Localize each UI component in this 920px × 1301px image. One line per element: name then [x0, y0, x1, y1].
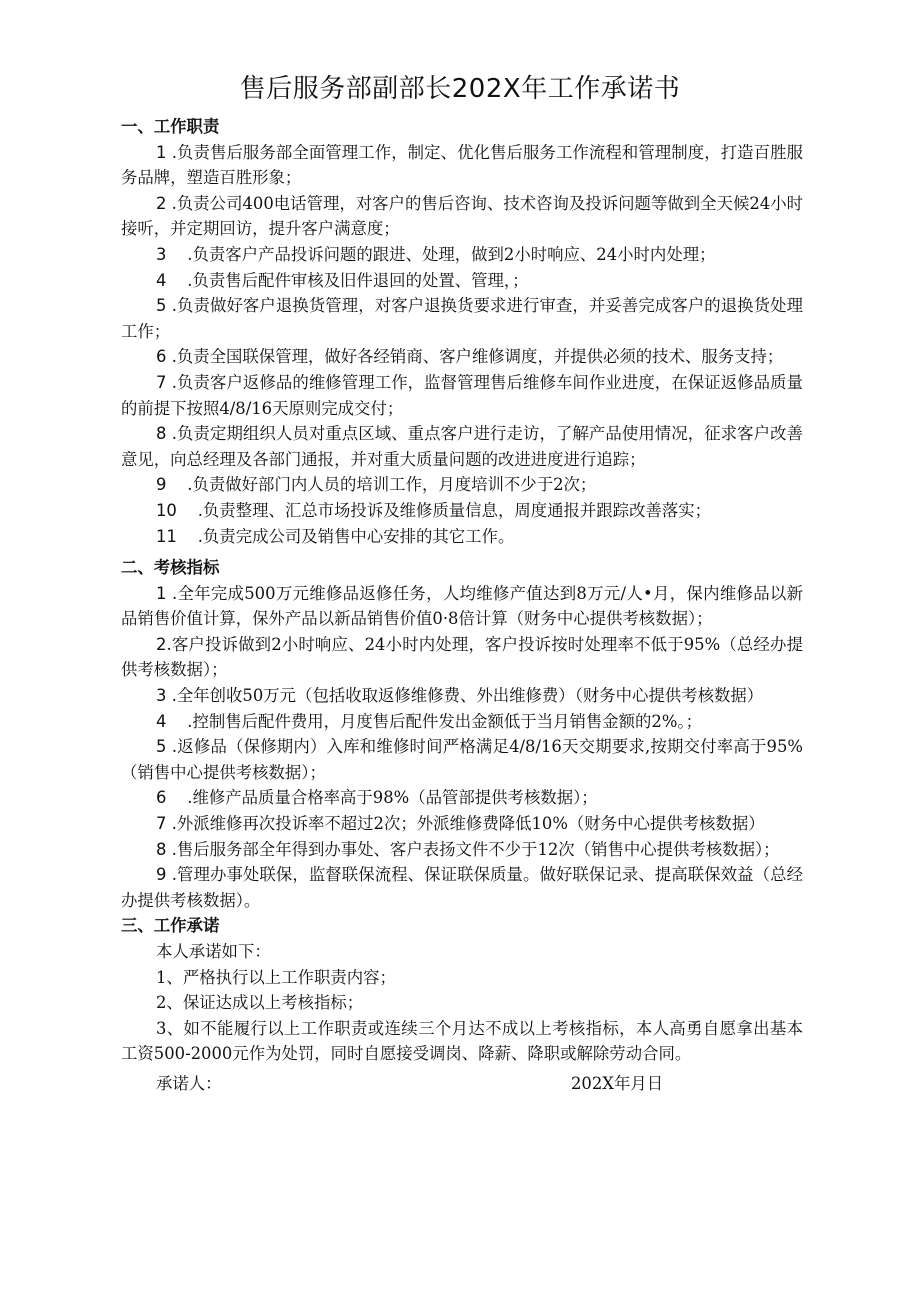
item-text: .客户投诉做到2小时响应、24小时内处理，客户投诉按时处理率不低于95%（总经办提供考核数据）； [121, 634, 803, 680]
kpi-item [121, 862, 803, 913]
item-text: .管理办事处联保，监督联保流程、保证联保质量。做好联保记录、提高联保效益（总经办提供考核数据）。 [121, 865, 803, 910]
kpi-item [121, 581, 803, 632]
item-text: .维修产品质量合格率高于98%（品管部提供考核数据）； [166, 788, 598, 808]
duty-item [121, 344, 803, 370]
item-text: .负责整理、汇总市场投诉及维修质量信息，周度通报并跟踪改善落实； [176, 500, 712, 520]
item-number: 8 [156, 424, 167, 444]
item-text: .售后服务部全年得到办事处、客户表扬文件不少于12次（销售中心提供考核数据）； [166, 839, 780, 859]
duty-item [121, 472, 803, 498]
document-title: 售后服务部副部长202X年工作承诺书 [239, 74, 681, 104]
item-text: 2、保证达成以上考核指标； [156, 993, 364, 1013]
commitment-item [121, 939, 803, 965]
item-number: 5 [156, 296, 167, 316]
duty-item [121, 268, 803, 294]
item-text: .负责做好部门内人员的培训工作，月度培训不少于2次； [166, 475, 597, 495]
signature-row [121, 1071, 803, 1097]
item-number: 4 [156, 270, 167, 290]
item-text: 1、严格执行以上工作职责内容； [156, 967, 396, 987]
item-text: .外派维修再次投诉率不超过2次；外派维修费降低10%（财务中心提供考核数据） [166, 814, 765, 834]
date-label: 202X年月日 [571, 1073, 664, 1093]
item-text: .负责售后配件审核及旧件退回的处置、管理，； [166, 270, 529, 290]
duty-item [121, 242, 803, 268]
duty-item [121, 370, 803, 421]
kpi-item [121, 837, 803, 863]
item-text: .返修品（保修期内）入库和维修时间严格满足4/8/16天交期要求,按期交付率高于95%（销售中心提供考核数据）； [121, 737, 803, 782]
item-number: 2 [156, 634, 167, 654]
item-text: .负责完成公司及销售中心安排的其它工作。 [176, 526, 515, 546]
item-number: 9 [156, 865, 167, 885]
kpi-item [121, 785, 803, 811]
duty-item [121, 498, 803, 524]
duty-item [121, 191, 803, 242]
commitment-item [121, 1016, 803, 1067]
item-number: 1 [156, 142, 167, 162]
item-text: .负责全国联保管理，做好各经销商、客户维修调度，并提供必须的技术、服务支持； [166, 347, 784, 367]
document-body [121, 114, 803, 1097]
item-text: .负责公司400电话管理，对客户的售后咨询、技术咨询及投诉问题等做到全天候24小时接听，并定期回访，提升客户满意度； [121, 193, 803, 239]
item-text: .负责定期组织人员对重点区域、重点客户进行走访，了解产品使用情况，征求客户改善意见，向总经理及各部门通报，并对重大质量问题的改进进度进行追踪； [121, 424, 803, 469]
item-number: 8 [156, 839, 167, 859]
item-number: 2 [156, 193, 167, 213]
item-number: 7 [156, 372, 167, 392]
duty-item [121, 524, 803, 550]
item-number: 7 [156, 814, 167, 834]
item-number: 5 [156, 737, 167, 757]
kpi-item [121, 811, 803, 837]
item-number: 3 [156, 686, 167, 706]
item-text: .负责售后服务部全面管理工作，制定、优化售后服务工作流程和管理制度，打造百胜服务品牌，塑造百胜形象； [121, 142, 803, 188]
item-number: 11 [156, 526, 177, 546]
signer-label: 承诺人： [156, 1073, 222, 1093]
item-number: 1 [156, 583, 167, 603]
duty-item [121, 293, 803, 344]
item-number: 10 [156, 500, 177, 520]
duty-item [121, 421, 803, 472]
commitment-item [121, 965, 803, 991]
duty-item [121, 140, 803, 191]
kpi-item [121, 683, 803, 709]
item-number: 3 [156, 244, 167, 264]
item-text: .负责客户产品投诉问题的跟进、处理，做到2小时响应、24小时内处理； [166, 244, 716, 264]
kpi-item [121, 632, 803, 683]
section-heading-kpi: 二、考核指标 [121, 558, 220, 578]
item-number: 6 [156, 347, 167, 367]
item-text: .负责客户返修品的维修管理工作，监督管理售后维修车间作业进度，在保证返修品质量的前提下按照4/8/16天原则完成交付； [121, 372, 803, 418]
item-text: .负责做好客户退换货管理，对客户退换货要求进行审查，并妥善完成客户的退换货处理工作； [121, 296, 803, 341]
item-text: .控制售后配件费用，月度售后配件发出金额低于当月销售金额的2%。； [166, 711, 703, 731]
item-number: 6 [156, 788, 167, 808]
item-text: .全年创收50万元（包括收取返修维修费、外出维修费）（财务中心提供考核数据） [166, 686, 764, 706]
kpi-item [121, 709, 803, 735]
item-number: 9 [156, 475, 167, 495]
item-text: .全年完成500万元维修品返修任务，人均维修产值达到8万元/人•月，保内维修品以新品销售价值计算，保外产品以新品销售价值0·8倍计算（财务中心提供考核数据）； [121, 583, 803, 629]
item-number: 4 [156, 711, 167, 731]
commitment-item [121, 990, 803, 1016]
kpi-item [121, 734, 803, 785]
section-heading-duties: 一、工作职责 [121, 117, 220, 136]
item-text: 本人承诺如下： [156, 942, 271, 961]
section-heading-commitment: 三、工作承诺 [121, 916, 220, 936]
item-text: 3、如不能履行以上工作职责或连续三个月达不成以上考核指标，本人高勇自愿拿出基本工资500-2000元作为处罚，同时自愿接受调岗、降薪、降职或解除劳动合同。 [121, 1018, 803, 1064]
